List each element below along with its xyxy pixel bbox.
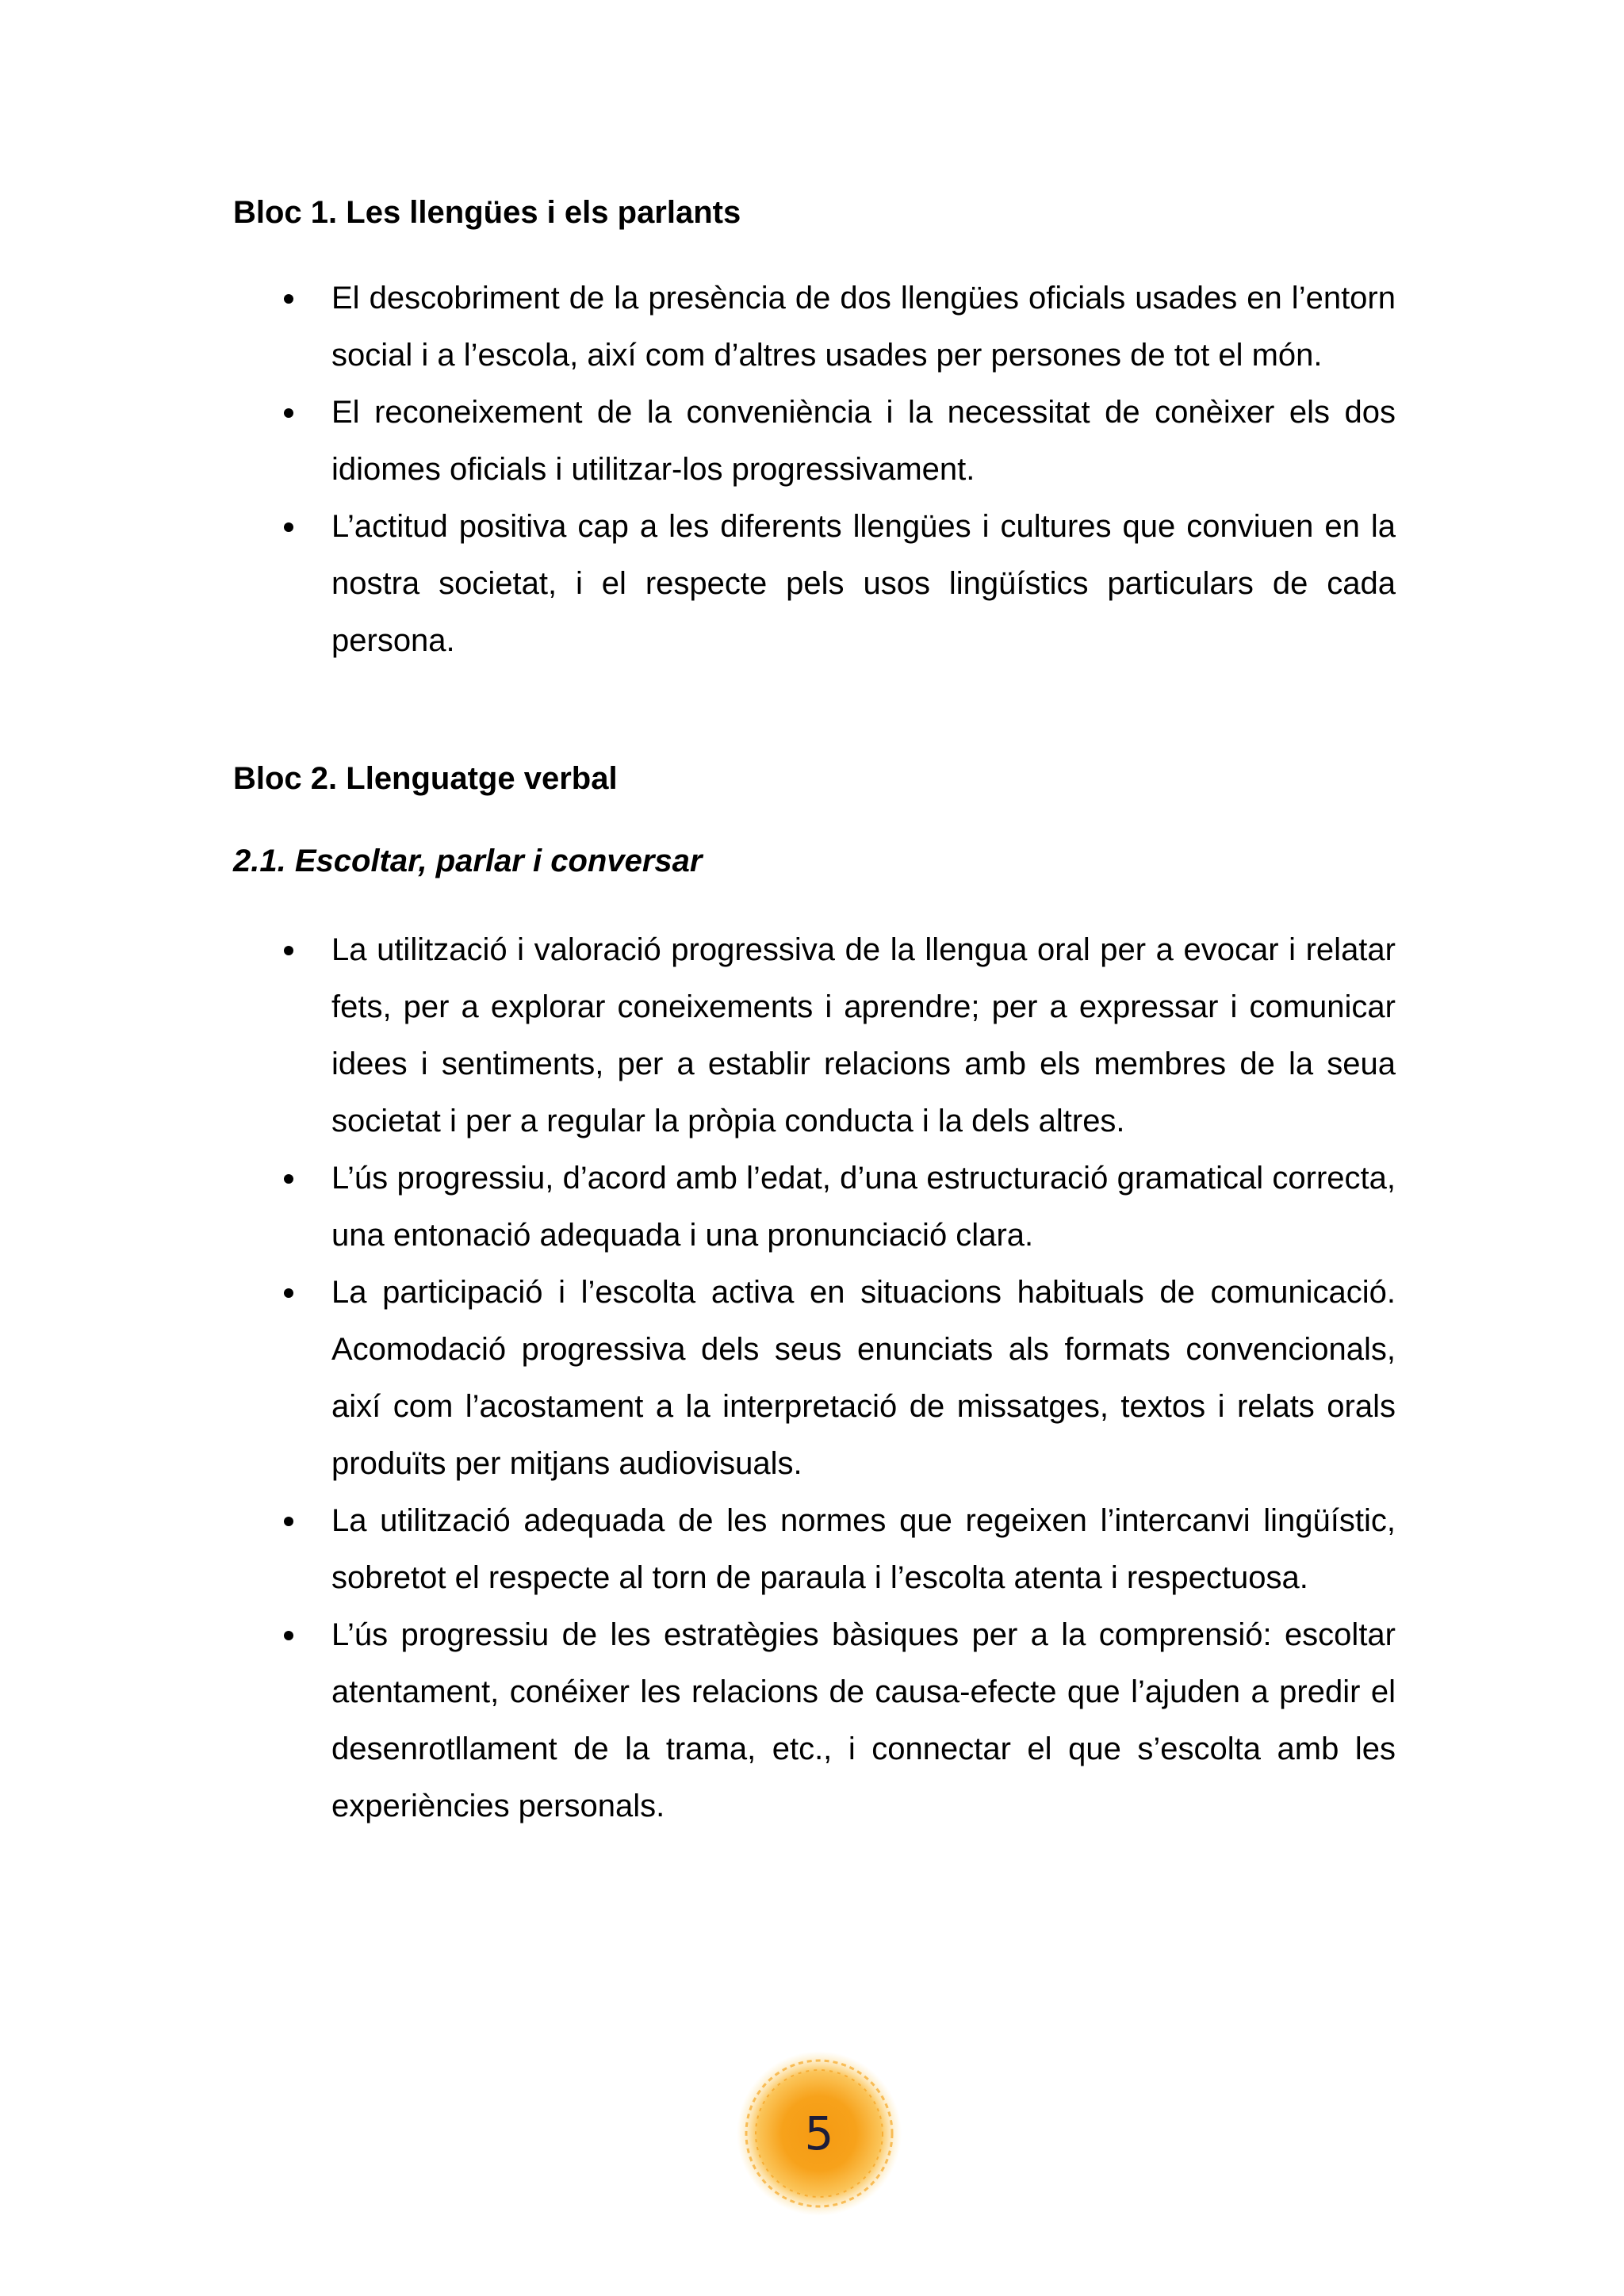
list-item <box>233 1492 1396 1606</box>
list-item-text: La participació i l’escolta activa en situacions habituals de comunicació. Acomodació progressiva dels seus enunciats als formats convencionals, així com l’acostament a la interpretació de missatges, textos i relats orals produïts per mitjans audiovisuals. <box>331 1275 1396 1481</box>
list-item <box>233 270 1396 384</box>
bullet-icon <box>284 1517 293 1526</box>
page-content <box>233 190 1396 1835</box>
bloc2-list <box>233 921 1396 1835</box>
list-item <box>233 1150 1396 1264</box>
bullet-icon <box>284 522 293 532</box>
list-item-text: La utilització i valoració progressiva de la llengua oral per a evocar i relatar fets, per a explorar coneixements i aprendre; per a expressar i comunicar idees i sentiments, per a establir relacions amb els membres de la seua societat i per a regular la pròpia conducta i la dels altres. <box>331 932 1396 1138</box>
list-item <box>233 921 1396 1150</box>
bloc2-subheading: 2.1. Escoltar, parlar i conversar <box>233 844 703 878</box>
bullet-icon <box>284 1288 293 1298</box>
list-item <box>233 498 1396 669</box>
bloc1-heading: Bloc 1. Les llengües i els parlants <box>233 195 741 230</box>
page-number-badge <box>736 2050 902 2217</box>
bullet-icon <box>284 946 293 955</box>
list-item <box>233 384 1396 498</box>
list-item-text: El reconeixement de la conveniència i la necessitat de conèixer els dos idiomes oficials i utilitzar-los progressivament. <box>331 395 1396 487</box>
list-item-text: L’ús progressiu, d’acord amb l’edat, d’una estructuració gramatical correcta, una entonació adequada i una pronunciació clara. <box>331 1161 1396 1253</box>
list-item-text: La utilització adequada de les normes que regeixen l’intercanvi lingüístic, sobretot el respecte al torn de paraula i l’escolta atenta i respectuosa. <box>331 1503 1396 1595</box>
bullet-icon <box>284 1631 293 1640</box>
bullet-icon <box>284 1174 293 1184</box>
bullet-icon <box>284 294 293 304</box>
bloc2-heading: Bloc 2. Llenguatge verbal <box>233 761 618 796</box>
list-item-text: L’ús progressiu de les estratègies bàsiques per a la comprensió: escoltar atentament, conéixer les relacions de causa-efecte que l’ajuden a predir el desenrotllament de la trama, etc., i connectar el que s’escolta amb les experiències personals. <box>331 1617 1396 1823</box>
list-item-text: El descobriment de la presència de dos llengües oficials usades en l’entorn social i a l’escola, així com d’altres usades per persones de tot el món. <box>331 281 1396 373</box>
list-item <box>233 1606 1396 1835</box>
page-number: 5 <box>804 2107 834 2160</box>
bullet-icon <box>284 408 293 418</box>
list-item <box>233 1264 1396 1492</box>
bloc1-list <box>233 270 1396 669</box>
list-item-text: L’actitud positiva cap a les diferents llengües i cultures que conviuen en la nostra societat, i el respecte pels usos lingüístics particulars de cada persona. <box>331 509 1396 658</box>
